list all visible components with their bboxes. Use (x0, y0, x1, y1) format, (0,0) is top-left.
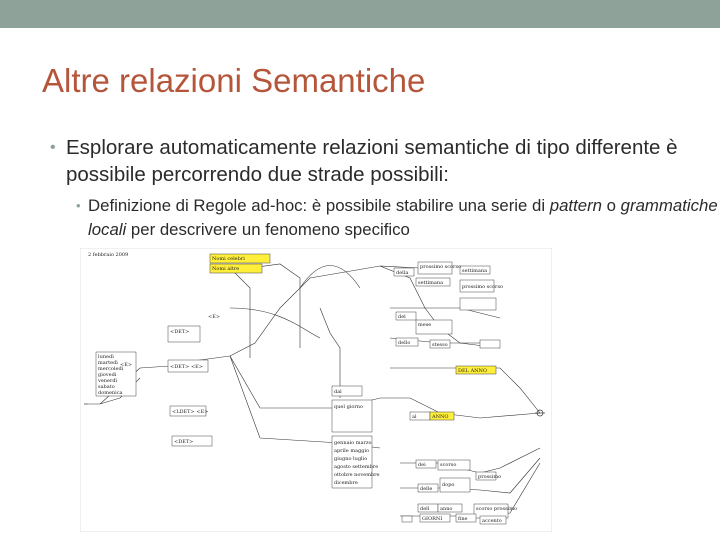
bullet-2-text-a: Definizione di Regole ad-hoc: è possibile stabilire una serie di (88, 196, 550, 215)
svg-text:accento: accento (482, 518, 502, 524)
svg-text:scorso prossimo: scorso prossimo (476, 506, 518, 512)
svg-text:dei: dei (418, 462, 426, 468)
local-grammar-graph (80, 248, 552, 532)
svg-text:quel giorno: quel giorno (334, 404, 363, 410)
svg-text:del: del (398, 314, 406, 320)
svg-text:prossimo: prossimo (478, 474, 502, 480)
svg-text:prossimo scorso: prossimo scorso (420, 264, 462, 270)
svg-text:prossimo scorso: prossimo scorso (462, 284, 504, 290)
svg-text:fine: fine (458, 516, 468, 522)
bullet-dot-icon: • (50, 139, 56, 156)
bullet-2-text-rest: per descrivere un fenomeno specifico (126, 220, 410, 239)
svg-text:dell: dell (420, 506, 430, 512)
svg-text:ANNO: ANNO (432, 414, 449, 420)
svg-text:anno: anno (440, 506, 453, 512)
svg-text:settimana: settimana (418, 280, 444, 286)
svg-text:giugno luglio: giugno luglio (334, 456, 368, 462)
svg-text:aprile maggio: aprile maggio (334, 448, 370, 454)
svg-text:al: al (412, 414, 417, 420)
svg-text:2 febbraio 2009: 2 febbraio 2009 (88, 252, 129, 258)
svg-text:dello: dello (398, 340, 411, 346)
svg-text:scorso: scorso (440, 462, 457, 468)
svg-text:dopo: dopo (442, 482, 455, 488)
slide-title: Altre relazioni Semantiche (42, 62, 426, 99)
svg-text:<DET>: <DET> (174, 439, 194, 445)
svg-text:<DET> <E>: <DET> <E> (170, 364, 203, 370)
svg-text:ottobre novembre: ottobre novembre (334, 472, 380, 478)
svg-text:<E>: <E> (120, 362, 133, 368)
svg-text:agosto settembre: agosto settembre (334, 464, 379, 470)
svg-text:GIORNI: GIORNI (422, 516, 443, 522)
svg-text:sabato: sabato (98, 384, 115, 390)
svg-text:DEL ANNO: DEL ANNO (458, 368, 488, 374)
svg-text:mese: mese (418, 322, 432, 328)
bullet-level-1-text: Esplorare automaticamente relazioni semantiche di tipo differente è possibile percorrendo due strade possibili: (66, 136, 678, 186)
svg-text:dicembre: dicembre (334, 480, 358, 486)
svg-text:martedì: martedì (98, 360, 118, 366)
svg-text:<LDET> <E>: <LDET> <E> (172, 409, 209, 415)
bullet-dot-icon: • (76, 198, 81, 213)
svg-text:venerdì: venerdì (98, 378, 118, 384)
svg-text:gennaio marzo: gennaio marzo (334, 440, 372, 446)
svg-text:delle: delle (420, 486, 433, 492)
svg-text:<DET>: <DET> (170, 329, 190, 335)
bullet-2-text-grammatiche: grammatiche locali (88, 196, 718, 239)
bullet-2-text-o: o (602, 196, 621, 215)
top-accent-bar (0, 0, 720, 28)
bullet-level-1 (50, 134, 706, 188)
svg-text:stesso: stesso (432, 342, 448, 348)
bullet-level-2 (76, 194, 720, 242)
svg-text:giovedì: giovedì (98, 372, 117, 378)
svg-text:Nomi celebri: Nomi celebri (212, 256, 245, 262)
bullet-2-text-pattern: pattern (549, 196, 602, 215)
svg-text:mercoledì: mercoledì (98, 366, 124, 372)
svg-text:della: della (396, 270, 409, 276)
svg-text:domenica: domenica (98, 390, 123, 396)
svg-text:<E>: <E> (208, 314, 221, 320)
svg-text:settimana: settimana (462, 268, 488, 274)
svg-text:Nomi altre: Nomi altre (212, 266, 240, 272)
svg-text:lunedì: lunedì (98, 354, 114, 360)
svg-text:dal: dal (334, 389, 342, 395)
